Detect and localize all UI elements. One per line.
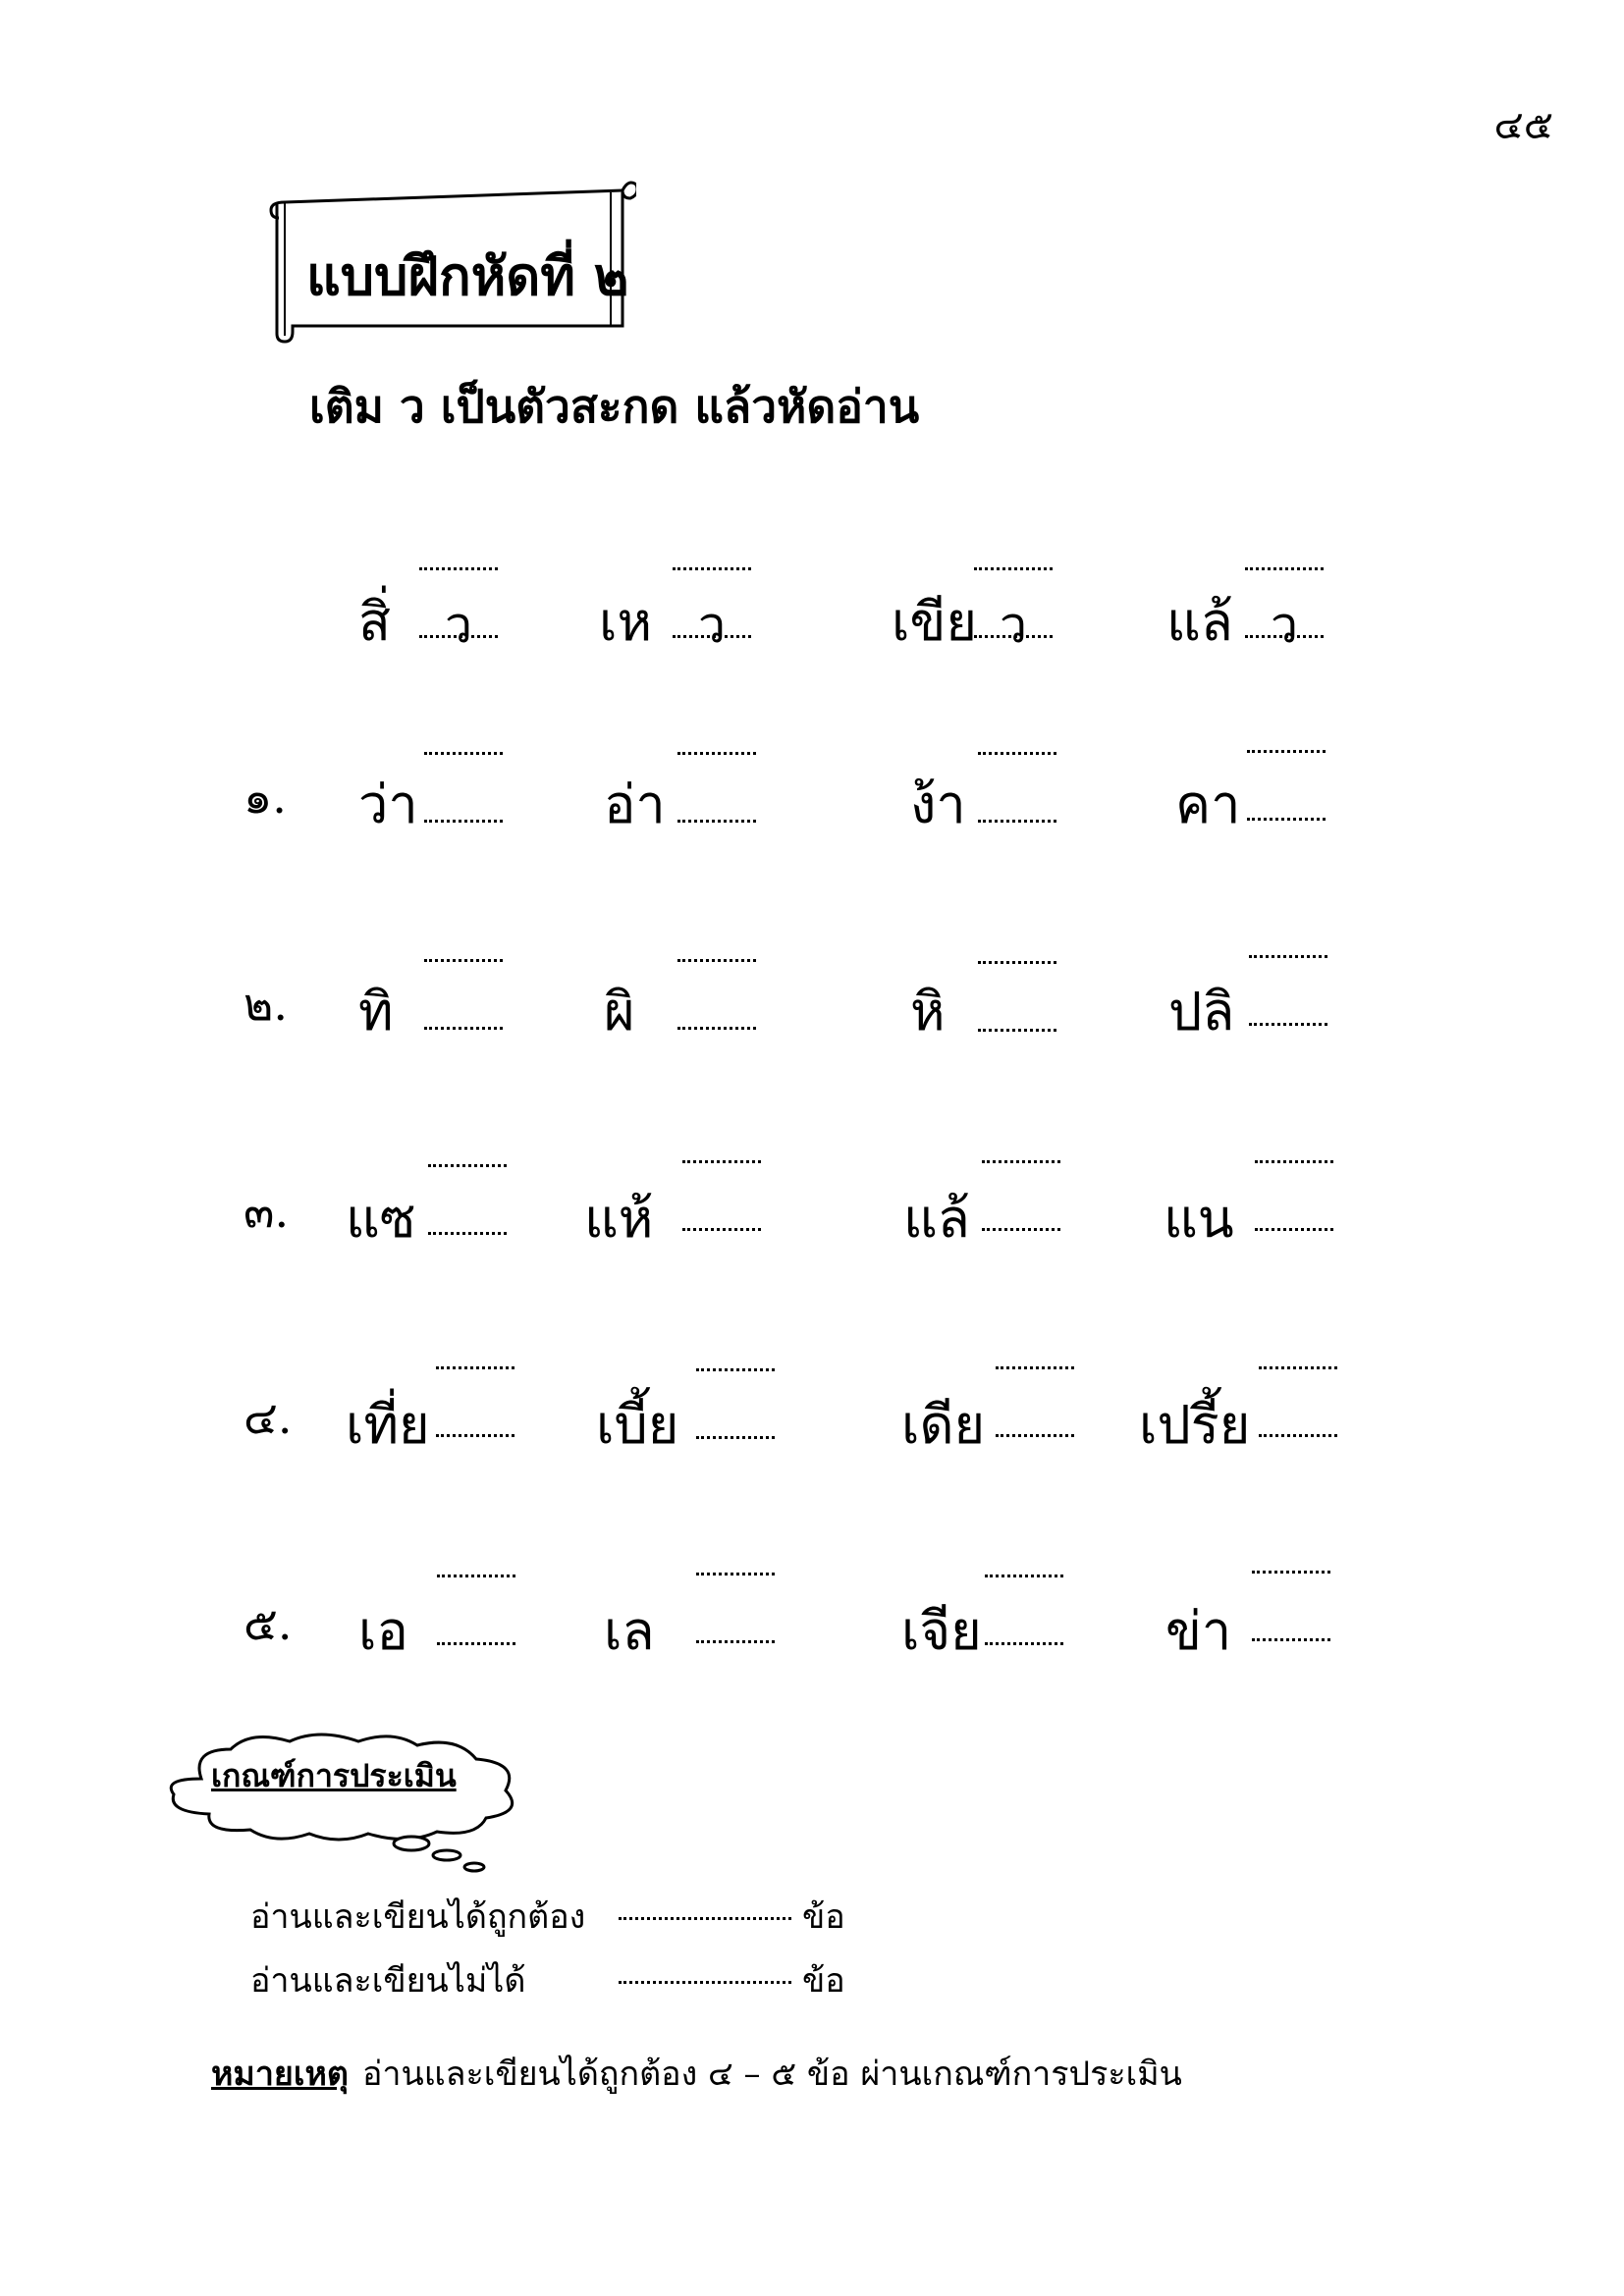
exercise-instruction: เติม ว เป็นตัวสะกด แล้วหัดอ่าน [309, 380, 920, 433]
exercise-row [0, 762, 1624, 870]
answer-blank[interactable] [982, 1160, 1060, 1231]
answer-blank[interactable] [696, 1368, 775, 1439]
word: เล [604, 1600, 655, 1662]
word: เอ [358, 1600, 408, 1662]
word: สิ่ [358, 591, 391, 653]
word: แล้ [1166, 591, 1233, 653]
criteria-unit: ข้อ [802, 1897, 845, 1937]
exercise-title-banner [263, 175, 636, 344]
answer-blank[interactable] [437, 1575, 515, 1645]
note-label: หมายเหตุ [211, 2055, 349, 2094]
answer-blank[interactable] [985, 1575, 1063, 1645]
answer-blank[interactable] [1252, 1571, 1330, 1641]
page-number: ๔๕ [1493, 103, 1553, 148]
criteria-text: อ่านและเขียนไม่ได้ [250, 1961, 526, 2001]
answer: ว [1270, 597, 1299, 654]
row-number: ๑. [244, 771, 287, 824]
word: แซ [346, 1188, 416, 1250]
answer-blank[interactable] [1249, 955, 1327, 1026]
score-blank[interactable] [619, 1981, 791, 1984]
exercise-row [0, 1382, 1624, 1490]
word: แน [1164, 1188, 1234, 1250]
exercise-row [0, 969, 1624, 1077]
answer-blank[interactable] [1255, 1160, 1333, 1231]
score-blank[interactable] [619, 1917, 791, 1920]
answer-blank[interactable] [682, 1160, 761, 1231]
answer-blank[interactable] [696, 1573, 775, 1643]
word: แห้ [584, 1188, 654, 1250]
answer-blank[interactable] [677, 752, 756, 823]
answer-blank[interactable] [424, 752, 503, 823]
word: เจีย [901, 1600, 982, 1662]
criteria-unit: ข้อ [802, 1961, 845, 2001]
word: ข่า [1165, 1600, 1232, 1662]
word: ทิ [358, 981, 394, 1042]
answer-blank[interactable] [1259, 1366, 1337, 1437]
answer-blank[interactable] [1247, 750, 1326, 821]
row-number: ๔. [244, 1391, 293, 1444]
example-row [0, 579, 1624, 687]
answer-blank[interactable] [424, 959, 503, 1030]
word: เห [599, 591, 653, 653]
answer-blank[interactable] [677, 959, 756, 1030]
word: เบี้ย [596, 1394, 679, 1456]
answer-blank[interactable] [996, 1366, 1074, 1437]
answer-blank[interactable] [978, 752, 1056, 823]
row-number: ๕. [244, 1597, 293, 1650]
row-number: ๒. [244, 978, 288, 1031]
exercise-row [0, 1588, 1624, 1696]
word: คา [1175, 774, 1241, 835]
word: ง้า [910, 774, 966, 835]
answer: ว [444, 597, 473, 654]
note-text: อ่านและเขียนได้ถูกต้อง ๔ – ๕ ข้อ ผ่านเกณฑ์การประเมิน [361, 2055, 1182, 2094]
answer: ว [999, 597, 1028, 654]
word: เปรี้ย [1139, 1394, 1251, 1456]
exercise-row [0, 1176, 1624, 1284]
word: หิ [910, 981, 946, 1042]
word: ผิ [604, 981, 635, 1042]
answer-blank[interactable] [428, 1164, 507, 1235]
answer-blank[interactable] [978, 961, 1056, 1032]
evaluation-label: เกณฑ์การประเมิน [211, 1757, 457, 1794]
word: เดีย [901, 1394, 986, 1456]
word: เขีย [892, 591, 978, 653]
word: เที่ย [346, 1394, 430, 1456]
evaluation-cloud [162, 1730, 555, 1877]
row-number: ๓. [244, 1185, 290, 1238]
word: แล้ [903, 1188, 970, 1250]
answer-blank[interactable] [436, 1366, 514, 1437]
criteria-text: อ่านและเขียนได้ถูกต้อง [250, 1897, 586, 1937]
exercise-title: แบบฝึกหัดที่ ๒ [306, 244, 629, 307]
word: อ่า [604, 774, 666, 835]
answer: ว [697, 597, 727, 654]
word: ว่า [358, 774, 418, 835]
note [211, 2047, 1182, 2100]
word: ปลิ [1168, 981, 1235, 1042]
